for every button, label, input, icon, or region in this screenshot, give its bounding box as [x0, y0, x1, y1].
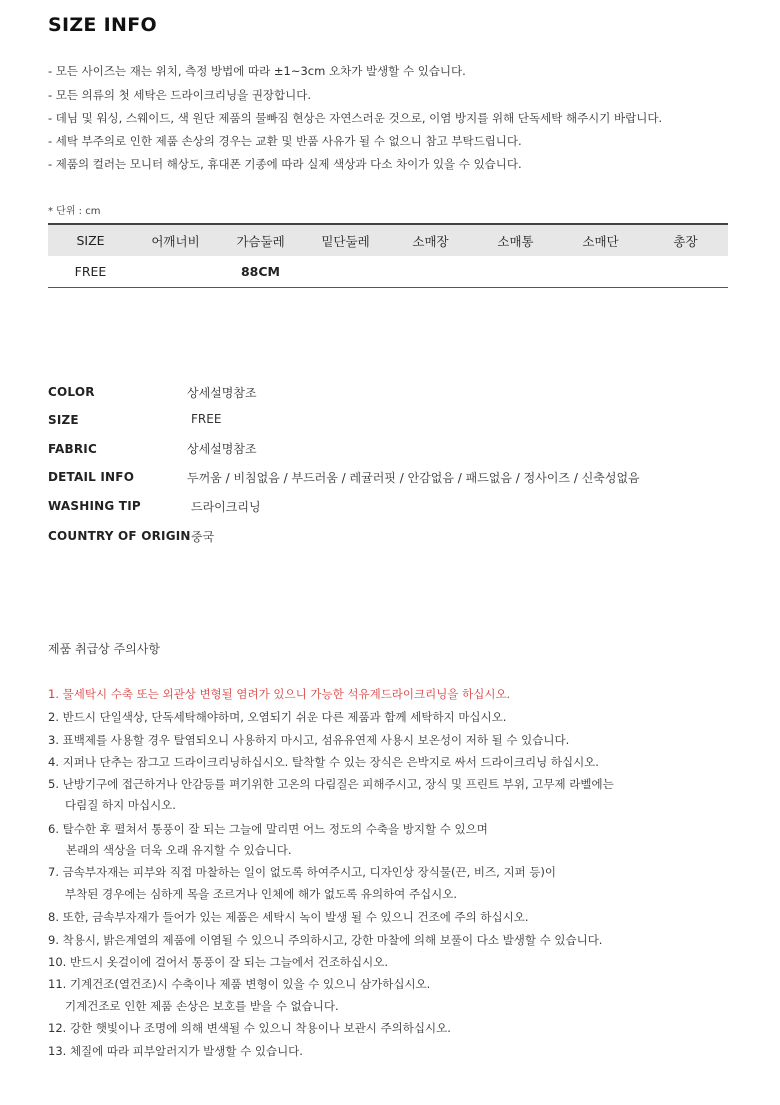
spec-value-country-of-origin: 중국 — [191, 530, 215, 544]
spec-value-fabric: 상세설명참조 — [187, 442, 257, 456]
table-header-cell: 소매통 — [497, 233, 534, 249]
table-header-cell: SIZE — [76, 233, 105, 248]
care-line: 9. 착용시, 밝은계열의 제품에 이염될 수 있으니 주의하시고, 강한 마찰에 의해 보풀이 다소 발생할 수 있습니다. — [48, 933, 603, 947]
spec-label-country-of-origin: COUNTRY OF ORIGIN — [48, 529, 191, 543]
table-header-cell: 총장 — [673, 233, 698, 249]
table-header-cell: 소매장 — [412, 233, 449, 249]
size-note: - 데님 및 워싱, 스웨이드, 색 원단 제품의 물빠짐 현상은 자연스러운 것으로, 이염 방지를 위해 단독세탁 해주시기 바랍니다. — [48, 111, 663, 125]
table-header-cell: 소매단 — [582, 233, 619, 249]
care-line: 8. 또한, 금속부자재가 들어가 있는 제품은 세탁시 녹이 발생 될 수 있으니 건조에 주의 하십시오. — [48, 910, 529, 924]
care-line: 본래의 색상을 더욱 오래 유지할 수 있습니다. — [66, 843, 292, 857]
size-note: - 모든 사이즈는 재는 위치, 측정 방법에 따라 ±1~3cm 오차가 발생할 수 있습니다. — [48, 64, 466, 78]
table-header-cell: 가슴둘레 — [236, 233, 285, 249]
spec-label-size: SIZE — [48, 413, 79, 427]
care-line: 7. 금속부자재는 피부와 직접 마찰하는 일이 없도록 하여주시고, 디자인상 장식물(끈, 비즈, 지퍼 등)이 — [48, 865, 557, 879]
spec-label-washing-tip: WASHING TIP — [48, 499, 141, 513]
spec-value-detail-info: 두꺼움 / 비침없음 / 부드러움 / 레귤러핏 / 안감없음 / 패드없음 / 정사이즈 / 신축성없음 — [187, 471, 640, 485]
care-section-title: 제품 취급상 주의사항 — [48, 642, 160, 656]
spec-label-fabric: FABRIC — [48, 442, 97, 456]
size-table — [48, 223, 728, 288]
care-line: 6. 탈수한 후 펼쳐서 통풍이 잘 되는 그늘에 말리면 어느 정도의 수축을 방지할 수 있으며 — [48, 822, 488, 836]
size-note: - 제품의 컬러는 모니터 해상도, 휴대폰 기종에 따라 실제 색상과 다소 차이가 있을 수 있습니다. — [48, 157, 522, 171]
care-line: 11. 기계건조(열건조)시 수축이나 제품 변형이 있을 수 있으니 삼가하십시오. — [48, 977, 431, 991]
table-header-cell: 어깨너비 — [151, 233, 200, 249]
spec-value-size: FREE — [191, 412, 222, 426]
spec-value-color: 상세설명참조 — [187, 386, 257, 400]
care-line: 3. 표백제를 사용할 경우 탈염되오니 사용하지 마시고, 섬유유연제 사용시 보온성이 저하 될 수 있습니다. — [48, 733, 570, 747]
size-note: - 세탁 부주의로 인한 제품 손상의 경우는 교환 및 반품 사유가 될 수 없으니 참고 부탁드립니다. — [48, 134, 522, 148]
spec-label-detail-info: DETAIL INFO — [48, 470, 135, 484]
page-title: SIZE INFO — [48, 14, 157, 36]
table-cell: 88CM — [240, 264, 280, 279]
size-table-header — [48, 223, 728, 256]
table-header-cell: 밑단둘레 — [321, 233, 370, 249]
care-warning-line: 1. 물세탁시 수축 또는 외관상 변형될 염려가 있으니 가능한 석유계드라이크리닝을 하십시오. — [48, 687, 511, 701]
care-line: 5. 난방기구에 접근하거나 안감등를 펴기위한 고온의 다림질은 피해주시고, 장식 및 프린트 부위, 고무제 라벨에는 — [48, 777, 614, 791]
spec-value-washing-tip: 드라이크리닝 — [191, 500, 261, 514]
unit-label: * 단위 : cm — [48, 206, 101, 217]
care-line: 13. 체질에 따라 피부알러지가 발생할 수 있습니다. — [48, 1044, 303, 1058]
care-line: 12. 강한 햇빛이나 조명에 의해 변색될 수 있으니 착용이나 보관시 주의하십시오. — [48, 1021, 451, 1035]
care-line: 10. 반드시 옷걸이에 걸어서 통풍이 잘 되는 그늘에서 건조하십시오. — [48, 955, 389, 969]
care-line: 기계건조로 인한 제품 손상은 보호를 받을 수 없습니다. — [65, 999, 339, 1013]
care-line: 2. 반드시 단일색상, 단독세탁해야하며, 오염되기 쉬운 다른 제품과 함께 세탁하지 마십시오. — [48, 710, 507, 724]
care-line: 부착된 경우에는 심하게 목을 조르거나 인체에 해가 없도록 유의하여 주십시오. — [65, 887, 458, 901]
table-cell: FREE — [74, 264, 107, 279]
care-line: 4. 지퍼나 단추는 잠그고 드라이크리닝하십시오. 탈착할 수 있는 장식은 은박지로 싸서 드라이크리닝 하십시오. — [48, 755, 599, 769]
care-line: 다림질 하지 마십시오. — [65, 798, 176, 812]
size-note: - 모든 의류의 첫 세탁은 드라이크리닝을 권장합니다. — [48, 88, 312, 102]
spec-label-color: COLOR — [48, 385, 95, 399]
table-row — [48, 256, 728, 288]
